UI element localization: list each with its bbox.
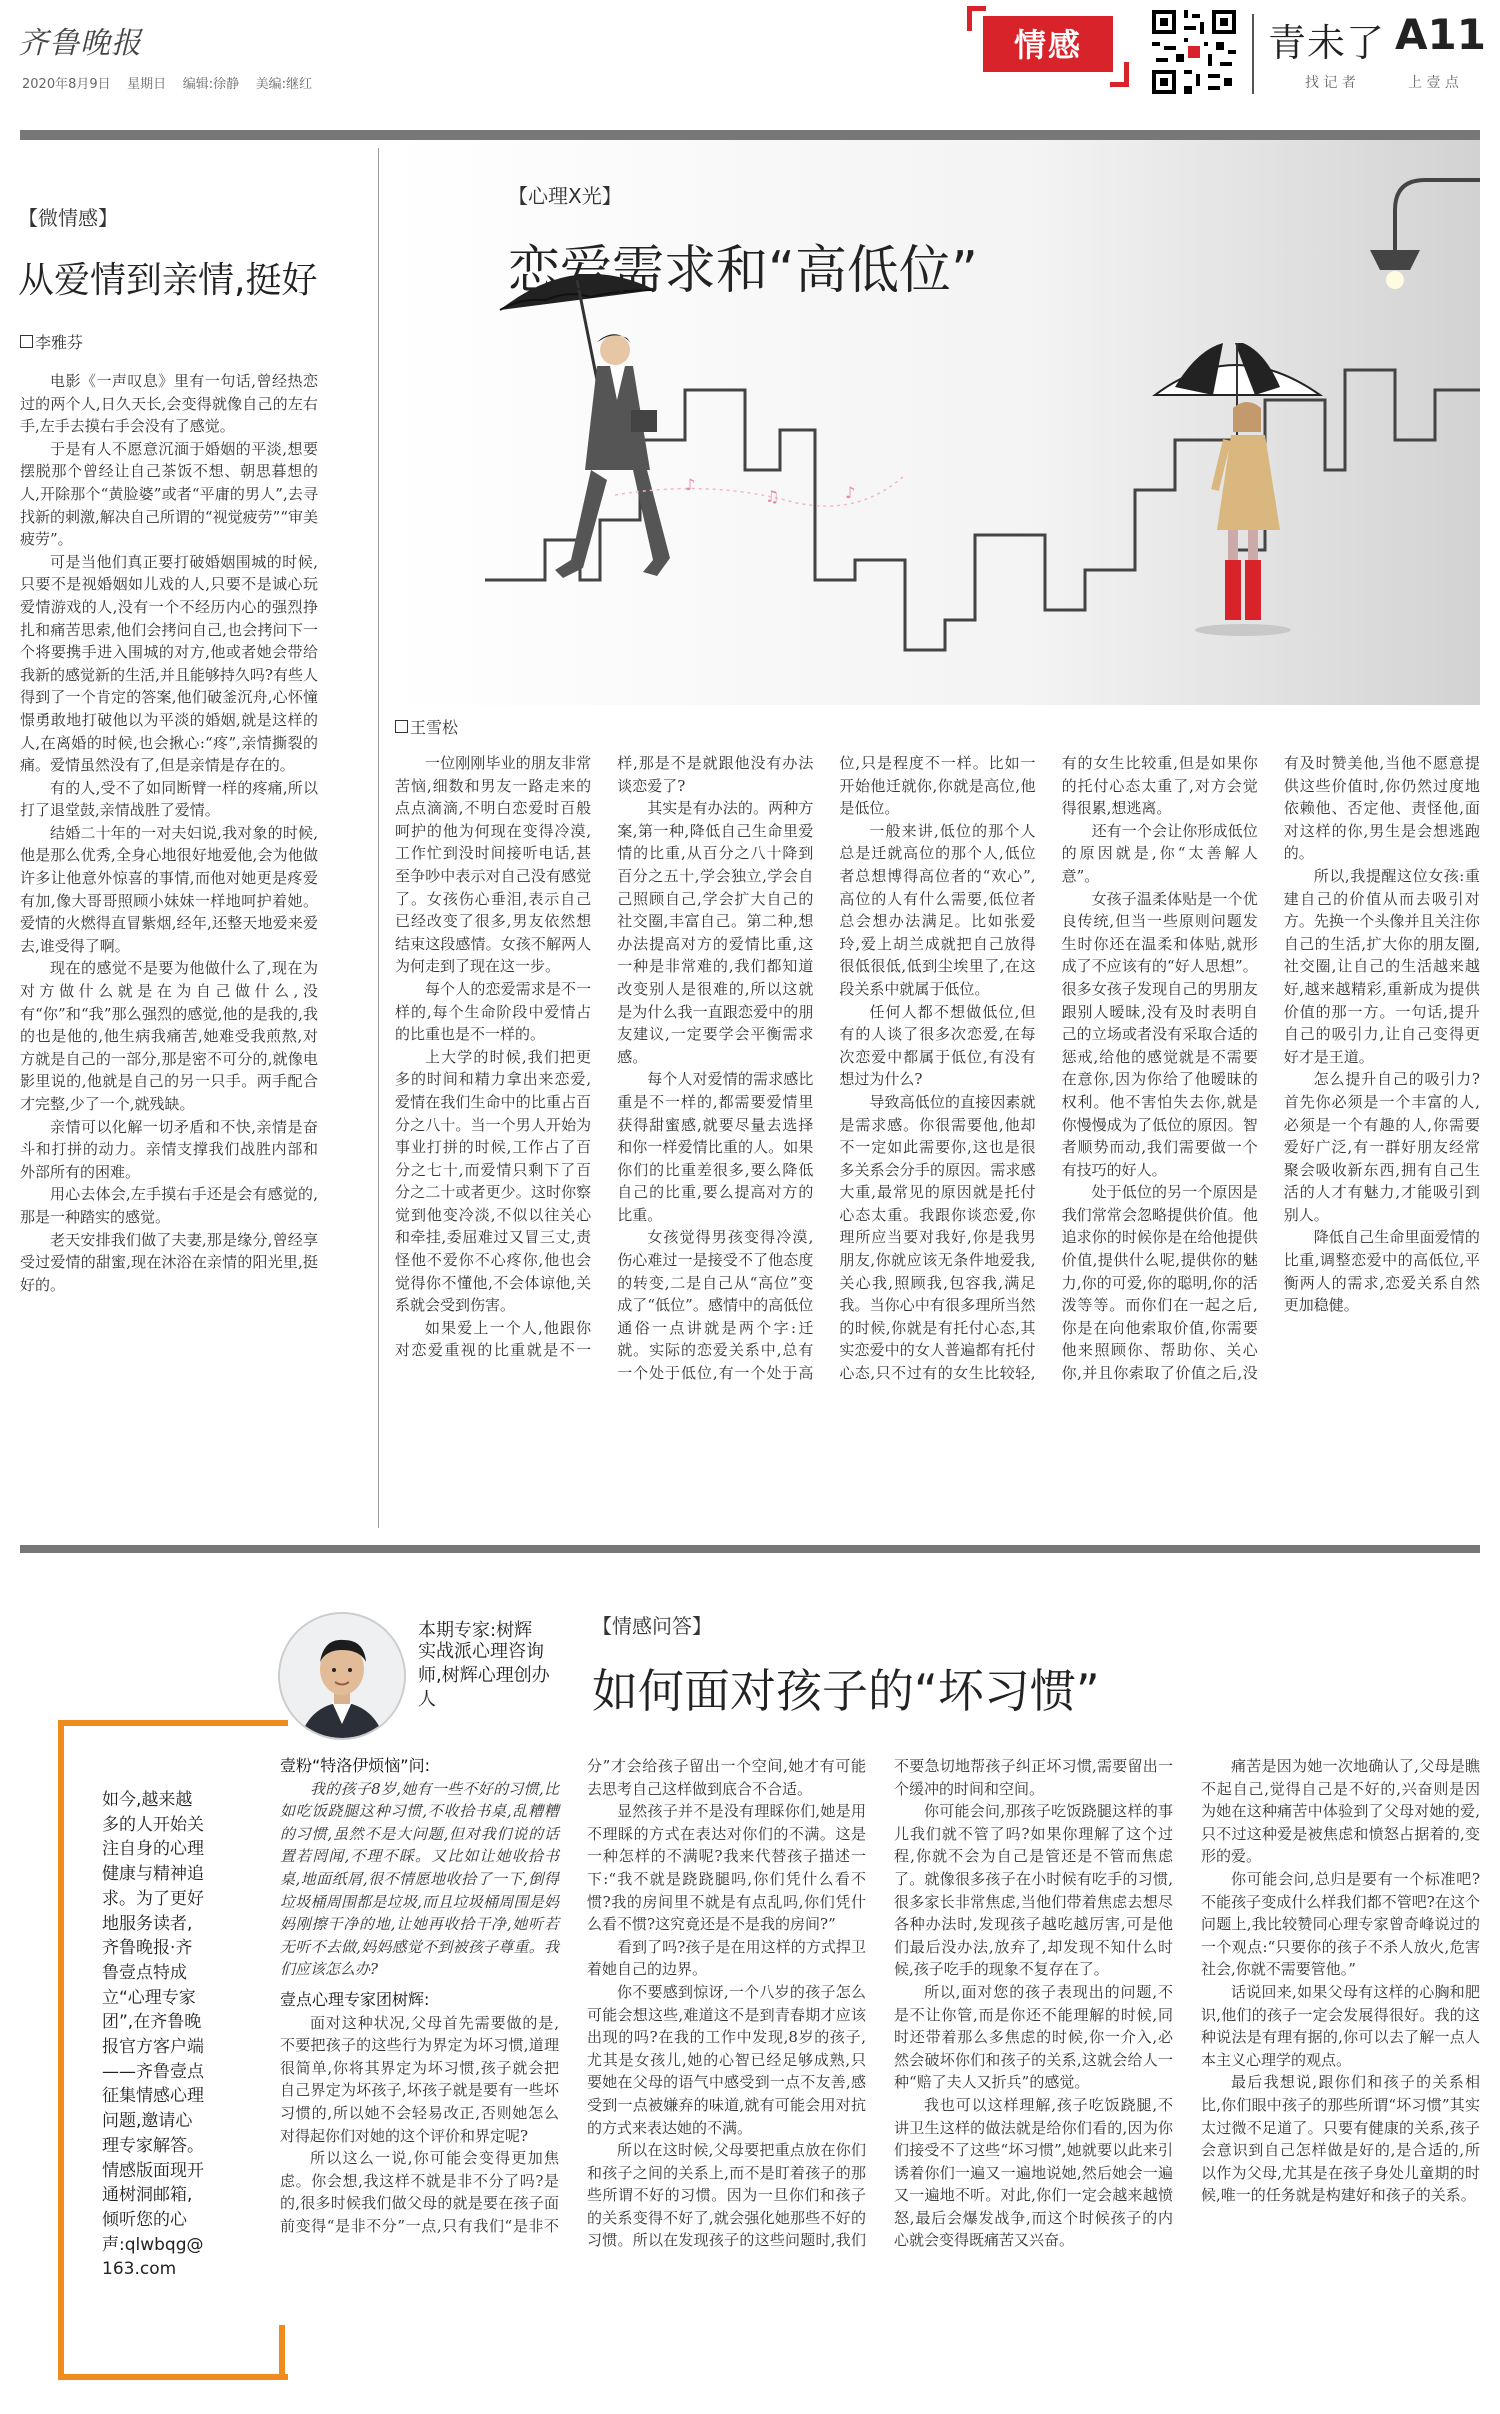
issue-info [22,73,312,92]
article-body [395,752,1480,1520]
paragraph: 最后我想说,跟你们和孩子的关系相比,你们眼中孩子的那些所谓“坏习惯”其实太过微不足道了。只要有健康的关系,孩子会意识到自己怎样做是好的,是合适的,所以作为父母,尤其是在孩子身处儿童期的时候,唯一的任务就是构建好和孩子的关系。 [1201,2073,1480,2205]
paragraph: 所以这么一说,你可能会变得更加焦虑。你会想,我这样不就是非不分了吗?是的,很多时候我们做父母的就是要在孩子面前变得“是非不分”一点,只有我们“是非不分”才会给孩子留出一个空间,她才有可能去思考自己这样做到底合不合适。 [280,1757,866,2235]
author-line [395,715,458,738]
issue-date: 2020年8月9日 [22,77,111,92]
article-tag: 【情感问答】 [592,1614,712,1638]
issue-weekday: 星期日 [127,77,167,92]
svg-text:♪: ♪ [685,475,696,494]
paragraph: 痛苦是因为她一次地确认了,父母是瞧不起自己,觉得自己是不好的,兴奋则是因为她在这种痛苦中体验到了父母对她的爱,只不过这种爱是被焦虑和愤怒占据着的,变形的爱。 [1201,1757,1480,1866]
paragraph: 其实是有办法的。两种方案,第一种,降低自己生命里爱情的比重,从百分之八十降到百分之五十,学会独立,学会自己照顾自己,学会扩大自己的社交圈,丰富自己。第二种,想办法提高对方的爱情比重,这一种是非常难的,我们都知道改变别人是很难的,所以这就是为什么我一直跟恋爱中的朋友建议,一定要学会平衡需求感。 [617,799,814,1066]
paragraph: 所以,面对您的孩子表现出的问题,不是不让你管,而是你还不能理解的时候,同时还带着那么多焦虑的时候,你一介入,必然会破坏你们和孩子的关系,这就会给人一种“赔了夫人又折兵”的感觉。 [894,1982,1173,2092]
paragraph: 有的人,受不了如同断臂一样的疼痛,所以打了退堂鼓,亲情战胜了爱情。 [20,778,318,820]
app-label: 上 壹 点 [1408,75,1459,91]
editor-credit: 编辑:徐静 [182,77,240,92]
masthead-divider [1252,14,1254,94]
section-bracket-icon [1110,62,1129,87]
paragraph: 于是有人不愿意沉湎于婚姻的平淡,想要摆脱那个曾经让自己茶饭不想、朝思暮想的人,开除那个“黄脸婆”或者“平庸的男人”,去寻找新的刺激,解决自己所谓的“视觉疲劳”“审美疲劳”。 [20,439,318,549]
question-text: 我的孩子8岁,她有一些不好的习惯,比如吃饭跷腿这种习惯,不收拾书桌,乱糟糟的习惯,虽然不是大问题,但对我们说的话置若罔闻,不理不睬。又比如让她收拾书桌,地面纸屑,很不情愿地收拾了一下,倒得垃圾桶周围都是垃圾,而且垃圾桶周围是妈妈刚擦干净的地,让她再收拾干净,她听若无听不去做,妈妈感觉不到被孩子尊重。我们应该怎么办? [280,1779,559,1979]
author-line [20,330,83,353]
paragraph: 怎么提升自己的吸引力?首先你必须是一个丰富的人,必须是一个有趣的人,你需要爱好广泛,有一群好朋友经常聚会吸收新东西,拥有自己生活的人才有魅力,才能吸引到别人。 [1283,1070,1480,1224]
paragraph: 导致高低位的直接因素就是需求感。你很需要他,他却不一定如此需要你,这也是很多关系会分手的原因。需求感大重,最常见的原因就是托付心态太重。我跟你谈恋爱,你理所应当要对我好,你是我男朋友,你就应该无条件地爱我,关心我,照顾我,包容我,满足我。当你心中有很多理所当然的时候,你就是有托付心态,其实恋爱中的女人普遍都有托付心态,只不过有的女生比较轻,有的女生比较重,但是如果你的托付心态太重了,对方会觉得很累,想逃离。 [839,754,1258,1383]
expert-label: 本期专家:树辉 [418,1620,533,1641]
author-name: 王雪松 [410,718,459,737]
paragraph: 你可能会问,总归是要有一个标准吧?不能孩子变成什么样我们都不管吧?在这个问题上,我比较赞同心理专家曾奇峰说过的一个观点:“只要你的孩子不杀人放火,危害社会,你就不需要管他。” [1201,1869,1480,1979]
column-name: 青未了 [1268,21,1386,65]
author-name: 李雅芬 [35,333,84,352]
paragraph: 亲情可以化解一切矛盾和不快,亲情是奋斗和打拼的动力。亲情支撑我们战胜内部和外部所有的困难。 [20,1117,318,1181]
paragraph: 女孩觉得男孩变得冷漠,伤心难过一是接受不了他态度的转变,二是自己从“高位”变成了“低位”。感情中的高低位通俗一点讲就是两个字:迁就。实际的恋爱关系中,总有一个处于低位,有一个处于高位,只是程度不一样。比如一开始他迁就你,你就是高位,他是低位。 [617,754,1036,1383]
paragraph: 用心去体会,左手摸右手还是会有感觉的,那是一种踏实的感觉。 [20,1185,318,1226]
section-divider [20,1545,1480,1553]
expert-avatar [278,1612,406,1740]
section-label: 情感 [1013,26,1082,64]
paragraph: 看到了吗?孩子是在用这样的方式捍卫着她自己的边界。 [587,1937,866,1979]
paragraph: 每个人的恋爱需求是不一样的,每个生命阶段中爱情占的比重也是不一样的。 [395,979,592,1044]
article-title: 从爱情到亲情,挺好 [18,260,318,301]
paragraph: 所以在这时候,父母要把重点放在你们和孩子之间的关系上,而不是盯着孩子的那些所谓不好的习惯。因为一旦你们和孩子的关系变得不好了,就会强化她那些不好的习惯。所以在发现孩子的这些问题时,我们不要急切地帮孩子纠正坏习惯,需要留出一个缓冲的时间和空间。 [587,1757,1173,2250]
paragraph: 如果爱上一个人,他跟你对恋爱重视的比重就是不一样,那是不是就跟他没有办法谈恋爱了? [395,754,814,1360]
paragraph: 可是当他们真正要打破婚姻围城的时候,只要不是视婚姻如儿戏的人,只要不是诚心玩爱情游戏的人,没有一个不经历内心的强烈挣扎和痛苦思索,他们会拷问自己,也会拷问下一个将要携手进入围城的对方,他或者她会带给我新的感觉新的生活,并且能够持久吗?有些人得到了一个肯定的答案,他们破釜沉舟,心怀憧憬勇敢地打破他以为平淡的婚姻,就是这样的人,在离婚的时候,也会揪心:“疼”,亲情撕裂的痛。爱情虽然没有了,但是亲情是存在的。 [20,552,318,775]
author-box-icon [395,720,408,733]
paragraph: 结婚二十年的一对夫妇说,我对象的时候,他是那么优秀,全身心地很好地爱他,会为他做许多让他意外惊喜的事情,而他对她更是疼爱有加,像大哥哥照顾小妹妹一样地呵护着她。爱情的火燃得直冒紫烟,经年,还整天地爱来爱去,谁受得了啊。 [20,823,318,955]
qr-code-icon [1148,6,1240,98]
paragraph: 所以,我提醒这位女孩:重建自己的价值从而去吸引对方。先换一个头像并且关注你自己的生活,扩大你的朋友圈,社交圈,让自己的生活越来越好,越来越精彩,重新成为提供价值的那一方。一句话,提升自己的吸引力,让自己变得更好才是王道。 [1283,866,1480,1066]
expert-description: 实战派心理咨询师,树辉心理创办人 [418,1641,550,1710]
article-body [20,370,318,1530]
paragraph: 电影《一声叹息》里有一句话,曾经热恋过的两个人,日久天长,会变得就像自己的左右手,左手去摸右手会没有了感觉。 [20,372,318,436]
paragraph: 女孩子温柔体贴是一个优良传统,但当一些原则问题发生时你还在温柔和体贴,就形成了不应该有的“好人思想”。很多女孩子发现自己的男朋友跟别人暧昧,没有及时表明自己的立场或者没有采取合适的惩戒,给他的感觉就是不需要在意你,因为你给了他暧昧的权利。他不害怕失去你,就是你慢慢成为了低位的原因。智者顺势而动,我们需要做一个有技巧的好人。 [1061,889,1258,1179]
newspaper-logo: 齐鲁晚报 [18,26,142,61]
article-title: 如何面对孩子的“坏习惯” [592,1664,1100,1718]
qa-body [280,1755,1480,2395]
reporter-contact-label: 找 记 者 [1305,75,1356,91]
paragraph: 我也可以这样理解,孩子吃饭跷腿,不讲卫生这样的做法就是给你们看的,因为你们接受不了这些“坏习惯”,她就要以此来引诱着你们一遍又一遍地说她,然后她会一遍又一遍地不听。对此,你们一定会越来越愤怒,最后会爆发战争,而这个时候孩子的内心就会变得既痛苦又兴奋。 [894,2095,1173,2250]
page-number: A11 [1395,10,1486,59]
paragraph: 话说回来,如果父母有这样的心胸和肥识,他们的孩子一定会发展得很好。我的这种说法是有理有据的,你可以去了解一点人本主义心理学的观点。 [1201,1982,1480,2069]
paragraph: 任何人都不想做低位,但有的人谈了很多次恋爱,在每次恋爱中都属于低位,有没有想过为什么? [839,1002,1036,1089]
author-box-icon [20,335,33,348]
masthead-rule [20,130,1480,140]
illustration [385,140,1480,705]
paragraph: 处于低位的另一个原因是我们常常会忽略提供价值。他追求你的时候你是在给他提供价值,提供什么呢,提供你的魅力,你的可爱,你的聪明,你的活泼等等。而你们在一起之后,你是在向他索取价值,你需要他来照顾你、帮助你、关心你,并且你索取了价值之后,没有及时赞美他,当他不愿意提供这些价值时,你仍然过度地依赖他、否定他、责怪他,面对这样的你,男生是会想逃跑的。 [1061,754,1480,1383]
article-title: 恋爱需求和“高低位” [508,241,978,301]
paragraph: 降低自己生命里面爱情的比重,调整恋爱中的高低位,平衡两人的需求,恋爱关系自然更加稳健。 [1283,1228,1480,1315]
promo-text: 如今,越来越多的人开始关注自身的心理健康与精神追求。为了更好地服务读者,齐鲁晚报·齐鲁壹点特成立“心理专家团”,在齐鲁晚报官方客户端——齐鲁壹点征集情感心理问题,邀请心理专家解答。情感版面现开通树洞邮箱,倾听您的心声:qlwbqg@163.com [102,1790,204,2280]
paragraph: 你不要感到惊讶,一个八岁的孩子怎么可能会想这些,难道这不是到青春期才应该出现的吗?在我的工作中发现,8岁的孩子,尤其是女孩儿,她的心智已经足够成熟,只要她在父母的语气中感受到一点不友善,感受到一点被嫌弃的味道,就有可能会用对抗的方式来表达她的不满。 [587,1982,866,2137]
paragraph: 一位刚刚毕业的朋友非常苦恼,细数和男友一路走来的点点滴滴,不明白恋爱时百般呵护的他为何现在变得冷漠,工作忙到没时间接听电话,甚至争吵中表示对自己没有感觉了。女孩伤心垂泪,表示自己已经改变了很多,男友依然想结束这段感情。女孩不解两人为何走到了现在这一步。 [395,754,592,976]
paragraph: 显然孩子并不是没有理睬你们,她是用不理睬的方式在表达对你们的不满。这是一种怎样的不满呢?我来代替孩子描述一下:“我不就是跷跷腿吗,你们凭什么看不惯?我的房间里不就是有点乱吗,你们凭什么看不惯?这究竟还是不是我的房间?” [587,1802,866,1934]
svg-text:♪: ♪ [845,483,856,502]
paragraph: 你可能会问,那孩子吃饭跷腿这样的事儿我们就不管了吗?如果你理解了这个过程,你就不会为自己是管还是不管而焦虑了。就像很多孩子在小时候有吃手的习惯,很多家长非常焦虑,当他们带着焦虑去想尽各种办法时,发现孩子越吃越厉害,可是他们最后没办法,放弃了,却发现不知什么时候,孩子吃手的现象不复存在了。 [894,1802,1173,1979]
article-tag: 【心理X光】 [508,184,622,208]
designer-credit: 美编:继红 [255,77,313,92]
paragraph: 面对这种状况,父母首先需要做的是,不要把孩子的这些行为界定为坏习惯,道理很简单,你将其界定为坏习惯,孩子就会把自己界定为坏孩子,坏孩子就是要有一些坏习惯的,所以她不会轻易改正,否则她怎么对得起你们对她的这个评价和界定呢? [280,2013,559,2145]
paragraph: 还有一个会让你形成低位的原因就是,你“太善解人意”。 [1061,821,1258,885]
column-divider [378,148,379,1528]
article-tag: 【微情感】 [18,206,118,230]
question-heading: 壹粉“特洛伊烦恼”问: [280,1756,430,1775]
paragraph: 老天安排我们做了夫妻,那是缘分,曾经享受过爱情的甜蜜,现在沐浴在亲情的阳光里,挺好的。 [20,1230,318,1294]
paragraph: 上大学的时候,我们把更多的时间和精力拿出来恋爱,爱情在我们生命中的比重占百分之八十。当一个男人开始为事业打拼的时候,工作占了百分之七十,而爱情只剩下了百分之二十或者更少。这时你察觉到他变冷淡,不似以往关心和牵挂,委屈难过又冒三丈,责怪他不爱你不心疼你,他也会觉得你不懂他,不会体谅他,关系就会受到伤害。 [395,1047,592,1315]
paragraph: 现在的感觉不是要为他做什么了,现在为对方做什么就是在为自己做什么,没有“你”和“我”那么强烈的感觉,他的是我的,我的也是他的,他生病我痛苦,她难受我煎熬,对方就是自己的一部分,那是密不可分的,就像电影里说的,他就是自己的另一只手。两手配合才完整,少了一个,就残缺。 [20,959,318,1113]
paragraph: 一般来讲,低位的那个人总是迁就高位的那个人,低位者总想博得高位者的“欢心”,高位的人有什么需要,低位者总会想办法满足。比如张爱玲,爱上胡兰成就把自己放得很低很低,低到尘埃里了,在这段关系中就属于低位。 [839,821,1036,998]
answer-heading: 壹点心理专家团树辉: [280,1989,430,2009]
paragraph: 每个人对爱情的需求感比重是不一样的,都需要爱情里获得甜蜜感,就要尽量去选择和你一样爱情比重的人。如果你们的比重差很多,要么降低自己的比重,要么提高对方的比重。 [617,1070,814,1224]
svg-text:♫: ♫ [765,487,780,506]
